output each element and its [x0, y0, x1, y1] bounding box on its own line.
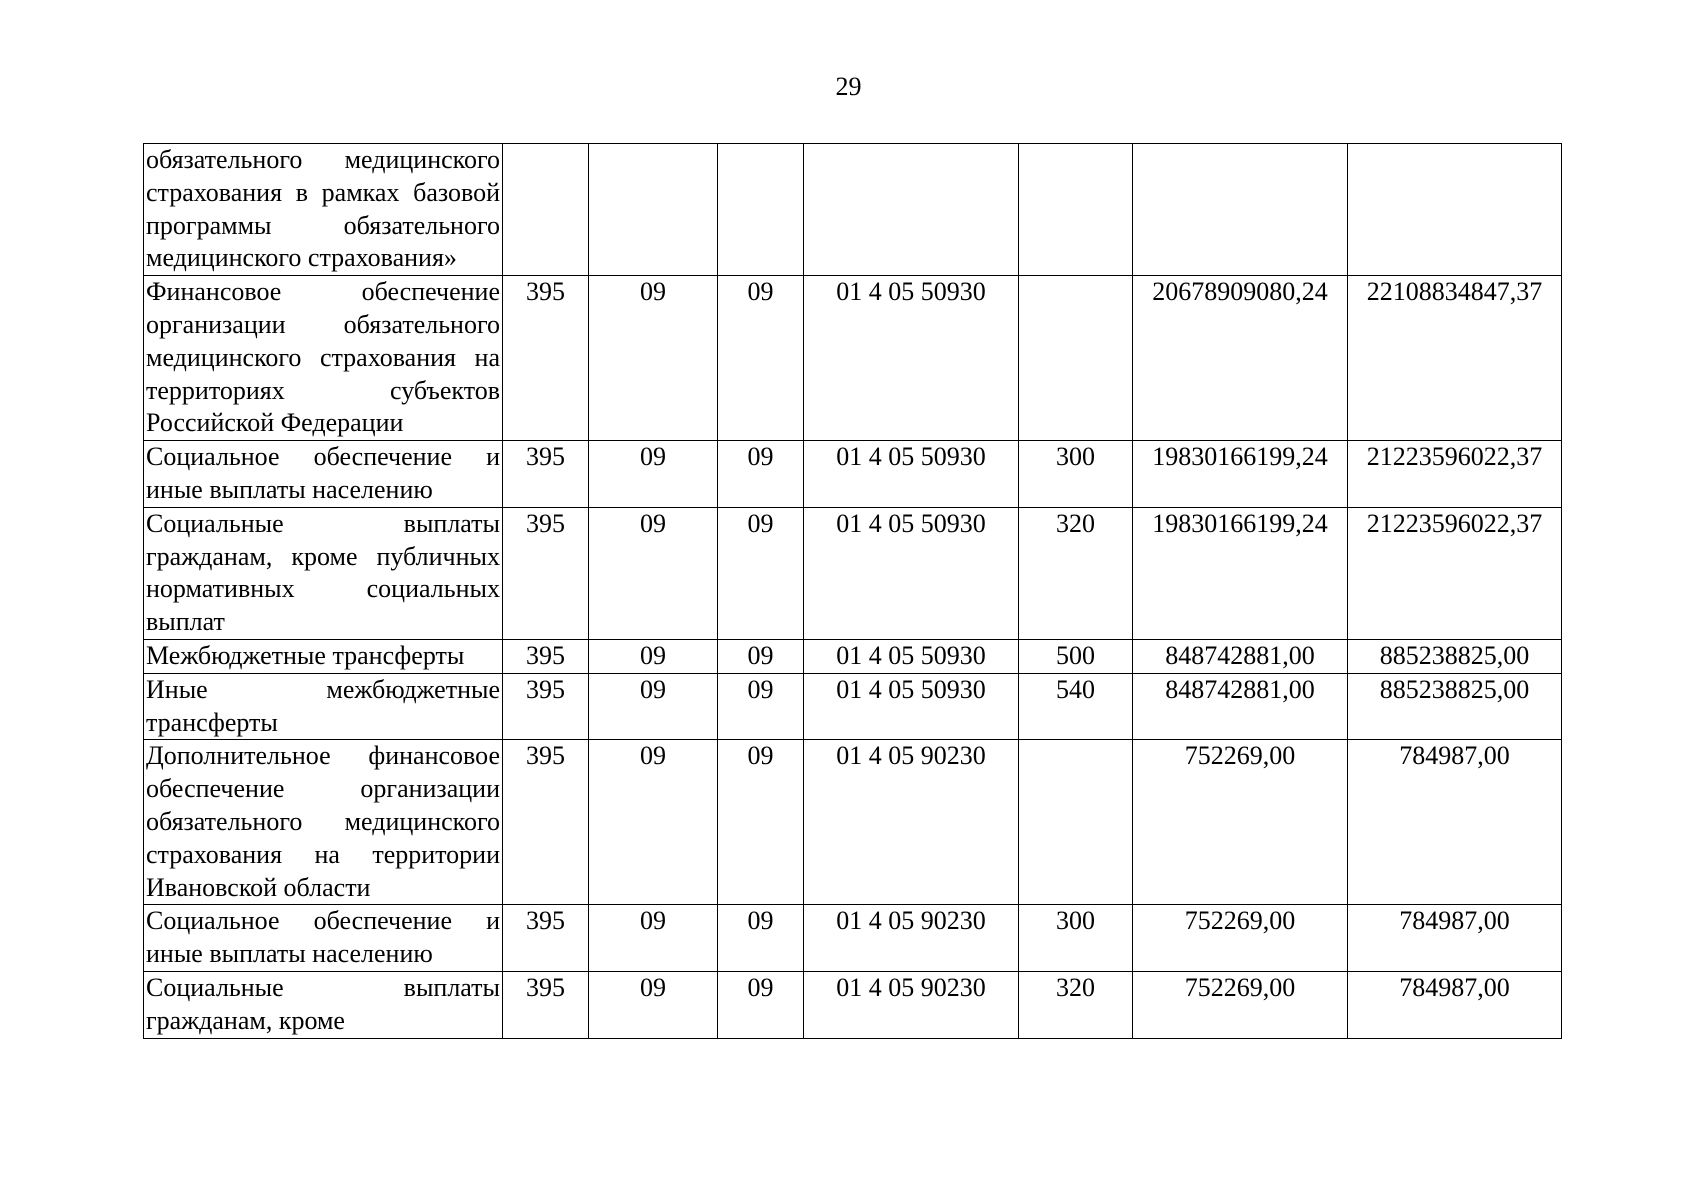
amount-year1-cell: 848742881,00 [1133, 673, 1348, 740]
section-code-cell: 09 [589, 740, 718, 905]
target-article-cell: 01 4 05 90230 [804, 740, 1019, 905]
expense-type-cell [1019, 740, 1133, 905]
section-code-cell: 09 [589, 673, 718, 740]
item-name-cell: Финансовое обеспечение организации обязательного медицинского страхования на территориях субъектов Российской Федерации [144, 276, 503, 441]
table-row [144, 740, 1562, 905]
amount-year2-cell: 21223596022,37 [1348, 441, 1562, 508]
subsection-code-cell: 09 [718, 441, 804, 508]
admin-code-cell: 395 [503, 507, 589, 639]
subsection-code-cell: 09 [718, 905, 804, 972]
target-article-cell: 01 4 05 50930 [804, 673, 1019, 740]
admin-code-cell: 395 [503, 441, 589, 508]
table-row [144, 905, 1562, 972]
target-article-cell: 01 4 05 90230 [804, 971, 1019, 1038]
admin-code-cell: 395 [503, 905, 589, 972]
amount-year2-cell: 784987,00 [1348, 740, 1562, 905]
expense-type-cell: 320 [1019, 971, 1133, 1038]
table-row [144, 639, 1562, 673]
amount-year1-cell: 752269,00 [1133, 971, 1348, 1038]
subsection-code-cell: 09 [718, 276, 804, 441]
admin-code-cell: 395 [503, 639, 589, 673]
section-code-cell: 09 [589, 905, 718, 972]
amount-year1-cell: 19830166199,24 [1133, 507, 1348, 639]
expense-type-cell: 540 [1019, 673, 1133, 740]
section-code-cell [589, 144, 718, 276]
section-code-cell: 09 [589, 971, 718, 1038]
amount-year2-cell: 21223596022,37 [1348, 507, 1562, 639]
item-name-cell: Социальные выплаты гражданам, кроме [144, 971, 503, 1038]
subsection-code-cell: 09 [718, 673, 804, 740]
target-article-cell: 01 4 05 50930 [804, 507, 1019, 639]
subsection-code-cell: 09 [718, 971, 804, 1038]
expense-type-cell: 300 [1019, 441, 1133, 508]
amount-year2-cell: 22108834847,37 [1348, 276, 1562, 441]
target-article-cell: 01 4 05 50930 [804, 639, 1019, 673]
table-row [144, 276, 1562, 441]
budget-table-body [144, 144, 1562, 1039]
admin-code-cell: 395 [503, 673, 589, 740]
target-article-cell: 01 4 05 50930 [804, 441, 1019, 508]
amount-year1-cell: 19830166199,24 [1133, 441, 1348, 508]
admin-code-cell: 395 [503, 971, 589, 1038]
section-code-cell: 09 [589, 639, 718, 673]
table-row [144, 971, 1562, 1038]
target-article-cell: 01 4 05 50930 [804, 276, 1019, 441]
target-article-cell: 01 4 05 90230 [804, 905, 1019, 972]
item-name-cell: Межбюджетные трансферты [144, 639, 503, 673]
expense-type-cell: 500 [1019, 639, 1133, 673]
expense-type-cell [1019, 276, 1133, 441]
section-code-cell: 09 [589, 441, 718, 508]
page-number: 29 [835, 72, 862, 101]
admin-code-cell: 395 [503, 740, 589, 905]
amount-year1-cell: 848742881,00 [1133, 639, 1348, 673]
item-name-cell: обязательного медицинского страхования в рамках базовой программы обязательного медицинского страхования» [144, 144, 503, 276]
section-code-cell: 09 [589, 507, 718, 639]
expense-type-cell [1019, 144, 1133, 276]
subsection-code-cell: 09 [718, 507, 804, 639]
admin-code-cell [503, 144, 589, 276]
item-name-cell: Дополнительное финансовое обеспечение организации обязательного медицинского страхования на территории Ивановской области [144, 740, 503, 905]
item-name-cell: Социальное обеспечение и иные выплаты населению [144, 905, 503, 972]
item-name-cell: Иные межбюджетные трансферты [144, 673, 503, 740]
table-row [144, 144, 1562, 276]
subsection-code-cell: 09 [718, 639, 804, 673]
subsection-code-cell: 09 [718, 740, 804, 905]
amount-year1-cell: 20678909080,24 [1133, 276, 1348, 441]
target-article-cell [804, 144, 1019, 276]
budget-table [143, 143, 1562, 1039]
table-row [144, 441, 1562, 508]
amount-year2-cell [1348, 144, 1562, 276]
amount-year2-cell: 784987,00 [1348, 971, 1562, 1038]
amount-year2-cell: 885238825,00 [1348, 673, 1562, 740]
amount-year2-cell: 885238825,00 [1348, 639, 1562, 673]
item-name-cell: Социальные выплаты гражданам, кроме публичных нормативных социальных выплат [144, 507, 503, 639]
amount-year1-cell [1133, 144, 1348, 276]
subsection-code-cell [718, 144, 804, 276]
expense-type-cell: 300 [1019, 905, 1133, 972]
item-name-cell: Социальное обеспечение и иные выплаты населению [144, 441, 503, 508]
amount-year1-cell: 752269,00 [1133, 740, 1348, 905]
expense-type-cell: 320 [1019, 507, 1133, 639]
amount-year1-cell: 752269,00 [1133, 905, 1348, 972]
admin-code-cell: 395 [503, 276, 589, 441]
table-row [144, 673, 1562, 740]
section-code-cell: 09 [589, 276, 718, 441]
table-row [144, 507, 1562, 639]
amount-year2-cell: 784987,00 [1348, 905, 1562, 972]
